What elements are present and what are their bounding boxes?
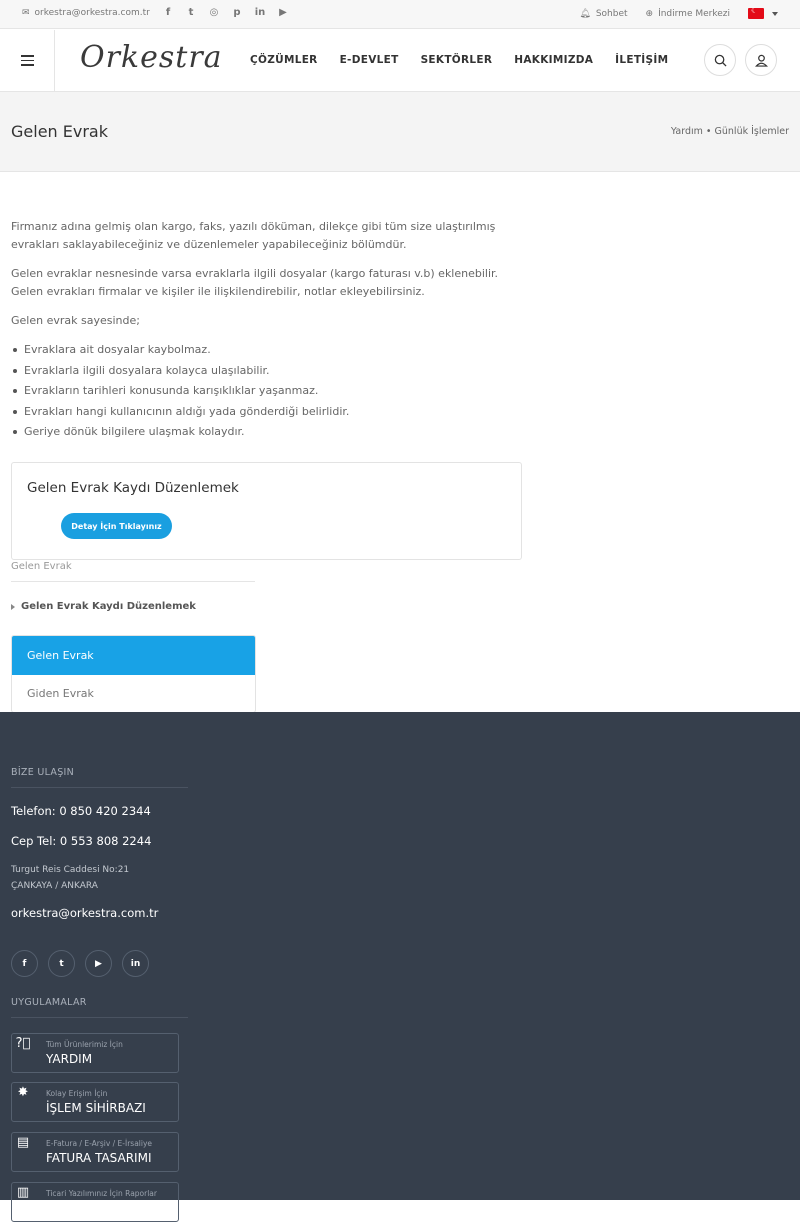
- paragraph-benefits-intro: Gelen evrak sayesinde;: [11, 314, 140, 327]
- pinterest-icon[interactable]: p: [233, 7, 241, 18]
- app-subtitle: E-Fatura / E-Arşiv / E-İrsaliye: [46, 1139, 153, 1148]
- header: [0, 30, 800, 92]
- address-line-2: ÇANKAYA / ANKARA: [11, 881, 98, 891]
- app-subtitle: Kolay Erişim İçin: [46, 1089, 108, 1098]
- footer-email[interactable]: orkestra@orkestra.com.tr: [11, 906, 159, 920]
- linkedin-icon[interactable]: in: [122, 950, 149, 977]
- user-icon: [755, 54, 768, 67]
- invoice-icon: ▤: [16, 1135, 30, 1150]
- paragraph-intro: Firmanız adına gelmiş olan kargo, faks, yazılı döküman, dilekçe gibi tüm size ulaştırılmış evrakları saklayabileceğiniz ve düzenlemeler yapabileceğiniz bölümdür.: [11, 220, 496, 251]
- nav-contact[interactable]: İLETİŞİM: [615, 54, 669, 66]
- wand-icon: ✸: [17, 1085, 29, 1100]
- search-button[interactable]: [704, 44, 736, 76]
- paragraph-files: Gelen evraklar nesnesinde varsa evraklarla ilgili dosyalar (kargo faturası v.b) eklenebilir. Gelen evrakları firmalar ve kişiler ile ilişkilendirebilir, notlar ekleyebilirsiniz.: [11, 267, 499, 298]
- list-item: Evrakların tarihleri konusunda karışıklıklar yaşanmaz.: [11, 382, 511, 400]
- mail-icon: ✉: [22, 8, 30, 18]
- tab-outgoing[interactable]: Giden Evrak: [27, 687, 94, 700]
- main-nav: [250, 54, 668, 66]
- list-item: Evraklarla ilgili dosyalara kolayca ulaşılabilir.: [11, 362, 511, 380]
- barcode-icon: ▥: [16, 1185, 30, 1200]
- breadcrumb[interactable]: Yardım • Günlük İşlemler: [670, 126, 789, 137]
- bell-icon: 🔔︎: [579, 8, 591, 19]
- facebook-icon[interactable]: f: [11, 950, 38, 977]
- hamburger-icon: [21, 55, 34, 57]
- linkedin-icon[interactable]: in: [254, 7, 266, 18]
- address-line-1: Turgut Reis Caddesi No:21: [11, 865, 130, 875]
- document-tabs: [11, 635, 256, 713]
- sidebar-link-label: Gelen Evrak Kaydı Düzenlemek: [21, 601, 196, 612]
- app-wizard[interactable]: [11, 1082, 179, 1122]
- chat-link[interactable]: [579, 9, 627, 19]
- twitter-icon[interactable]: t: [188, 7, 194, 18]
- chevron-down-icon: [772, 12, 778, 16]
- list-item: Evrakları hangi kullanıcının aldığı yada gönderdiği belirlidir.: [11, 403, 511, 421]
- app-help[interactable]: [11, 1033, 179, 1073]
- mobile-number[interactable]: Cep Tel: 0 553 808 2244: [11, 834, 152, 848]
- footer: [0, 712, 800, 1200]
- youtube-icon[interactable]: ▶: [85, 950, 112, 977]
- app-title: YARDIM: [46, 1052, 93, 1066]
- app-title: FATURA TASARIMI: [46, 1151, 152, 1165]
- email-text: orkestra@orkestra.com.tr: [34, 8, 150, 18]
- nav-about[interactable]: HAKKIMIZDA: [514, 54, 594, 66]
- app-invoice-design[interactable]: [11, 1132, 179, 1172]
- page-title-band: [0, 92, 800, 172]
- card-title: Gelen Evrak Kaydı Düzenlemek: [27, 480, 239, 496]
- divider: [11, 581, 255, 582]
- benefits-list: [11, 341, 511, 441]
- download-icon: ⊕: [645, 8, 654, 19]
- caret-right-icon: [11, 604, 15, 610]
- tab-incoming[interactable]: Gelen Evrak: [12, 636, 255, 675]
- phone-number[interactable]: Telefon: 0 850 420 2344: [11, 804, 151, 818]
- top-right: [579, 8, 778, 19]
- details-button[interactable]: Detay İçin Tıklayınız: [61, 513, 172, 539]
- nav-sectors[interactable]: SEKTÖRLER: [420, 54, 493, 66]
- list-item: Evraklara ait dosyalar kaybolmaz.: [11, 341, 511, 359]
- sidebar-link[interactable]: [11, 601, 196, 612]
- app-subtitle: Ticari Yazılımınız İçin Raporlar: [46, 1189, 157, 1198]
- list-item: Geriye dönük bilgilere ulaşmak kolaydır.: [11, 423, 511, 441]
- instagram-icon[interactable]: ◎: [209, 7, 219, 18]
- app-reports[interactable]: [11, 1182, 179, 1222]
- menu-button[interactable]: [0, 30, 55, 91]
- article-content: [11, 218, 511, 444]
- chat-label: Sohbet: [595, 8, 628, 19]
- logo[interactable]: Orkestra: [80, 40, 223, 75]
- divider: [11, 787, 188, 788]
- language-selector[interactable]: [748, 8, 778, 19]
- contact-heading: BİZE ULAŞIN: [11, 767, 75, 778]
- email-link[interactable]: [22, 8, 150, 18]
- sidebar-title: Gelen Evrak: [11, 561, 72, 572]
- top-bar: [0, 0, 800, 29]
- page-title: Gelen Evrak: [11, 122, 108, 141]
- nav-solutions[interactable]: ÇÖZÜMLER: [250, 54, 318, 66]
- twitter-icon[interactable]: t: [48, 950, 75, 977]
- turkish-flag-icon: [748, 8, 764, 19]
- detail-card: [11, 462, 522, 560]
- download-label: İndirme Merkezi: [658, 8, 730, 19]
- youtube-icon[interactable]: ▶: [279, 7, 287, 18]
- search-icon: [714, 54, 727, 67]
- app-title: İŞLEM SİHİRBAZI: [46, 1101, 146, 1115]
- social-links: [162, 7, 289, 18]
- help-icon: ?⃝: [15, 1036, 31, 1051]
- nav-e-devlet[interactable]: E-DEVLET: [339, 54, 399, 66]
- footer-social-links: [11, 950, 149, 977]
- divider: [11, 1017, 188, 1018]
- app-subtitle: Tüm Ürünlerimiz İçin: [46, 1040, 123, 1049]
- user-button[interactable]: [745, 44, 777, 76]
- apps-heading: UYGULAMALAR: [11, 997, 87, 1008]
- download-center-link[interactable]: [646, 9, 730, 19]
- facebook-icon[interactable]: f: [165, 7, 171, 18]
